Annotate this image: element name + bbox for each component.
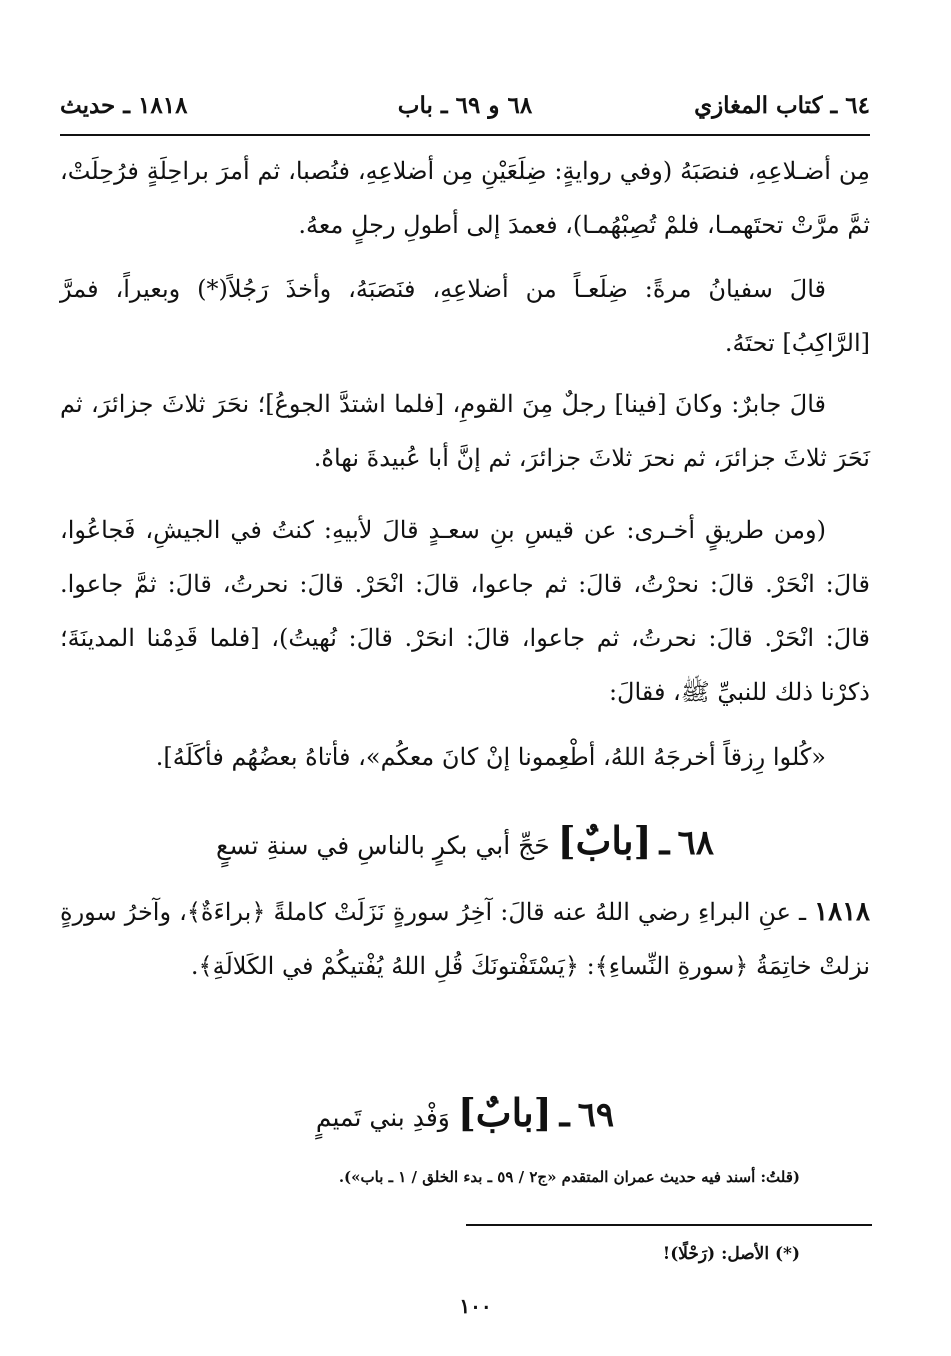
paragraph-3: قالَ جابرٌ: وكانَ [فينا] رجلٌ مِنَ القومِ، [فلما اشتدَّ الجوعُ]؛ نحَرَ ثلاثَ جزائرَ، ثم نَحَرَ ثلاثَ جزائرَ، ثم نحرَ ثلاثَ جزائرَ، ثم إنَّ أبا عُبيدةَ نهاهُ. bbox=[60, 390, 870, 472]
header-divider bbox=[60, 134, 870, 136]
hadith-text: ـ عنِ البراءِ رضي اللهُ عنه قالَ: آخِرُ سورةٍ نَزَلَتْ كاملةً ﴿براءَةٌ﴾، وآخرُ سورةٍ نزلتْ خاتِمَةُ ﴿سورةِ النِّساءِ﴾: ﴿يَسْتَفْتونَكَ قُلِ اللهُ يُفْتيكُمْ في الكَلالَةِ﴾. bbox=[60, 898, 870, 980]
header-hadith-number: ١٨١٨ ـ حديث bbox=[60, 92, 188, 119]
chapter-title: وَفْدِ بني تَميمٍ bbox=[315, 1103, 450, 1132]
paragraph-4: (ومن طريقٍ أخـرى: عن قيسِ بنِ سعـدٍ قالَ لأبيهِ: كنتُ في الجيشِ، فَجاعُوا، قالَ: انْحَرْ. قالَ: نحرْتُ، قالَ: ثم جاعوا، قالَ: انْحَرْ. قالَ: نحرتُ، قالَ: ثمَّ جاعوا. قالَ: انْحَرْ. قالَ: نحرتُ، ثم جاعوا، قالَ: انحَرْ. قالَ: نُهيتُ)، [فلما قَدِمْنا المدينَةَ؛ ذكرْنا ذلك للنبيِّ ﷺ، فقالَ: bbox=[60, 516, 870, 706]
chapter-heading-69 bbox=[60, 1090, 870, 1135]
chapter-title: حَجِّ أبي بكرٍ بالناسِ في سنةِ تسعٍ bbox=[216, 831, 550, 860]
footnote: (*) الأصل: (رَحْلًا)! bbox=[662, 1244, 800, 1264]
chapter-bab-label: [بابٌ] bbox=[557, 818, 652, 863]
paragraph-5: «كُلوا رِزقاً أخرجَهُ اللهُ، أطْعِمونا إنْ كانَ معكُم»، فأتاهُ بعضُهُم فأكَلَهُ]. bbox=[155, 743, 826, 771]
running-header bbox=[60, 92, 870, 132]
chapter-dash: ـ bbox=[559, 1095, 570, 1135]
footnote-divider bbox=[466, 1224, 872, 1226]
paragraph-1: مِن أضـلاعِهِ، فنصَبَهُ (وفي روايةٍ: ضِلَعَيْنِ مِن أضلاعِهِ، فنُصبا، ثم أمرَ براحِلَةٍ فرُحِلَتْ، ثمَّ مرَّتْ تحتَهمـا، فلمْ تُصِبْهُمـا)، فعمدَ إلى أطولِ رجلٍ معهُ. bbox=[60, 157, 870, 239]
chapter-number: ٦٨ bbox=[677, 823, 714, 863]
page-number: ١٠٠ bbox=[459, 1294, 492, 1318]
header-chapter-range: ٦٨ و ٦٩ ـ باب bbox=[397, 92, 533, 119]
chapter-number: ٦٩ bbox=[577, 1095, 615, 1135]
hadith-1818 bbox=[60, 885, 870, 993]
editor-note: (قلتُ: أسند فيه حديث عمران المتقدم «ج٢ / ٥٩ ـ بدء الخلق / ١ ـ باب»). bbox=[338, 1168, 800, 1186]
chapter-dash: ـ bbox=[659, 823, 670, 863]
hadith-number: ١٨١٨ bbox=[814, 897, 870, 927]
chapter-heading-68 bbox=[60, 818, 870, 863]
paragraph-2: قالَ سفيانُ مرةً: ضِلَعـاً من أضلاعِهِ، فنَصَبَهُ، وأخذَ رَجُلاً(*) وبعيراً، فمرَّ [الرَّاكِبُ] تحتَهُ. bbox=[60, 275, 870, 357]
header-book-title: ٦٤ ـ كتاب المغازي bbox=[694, 92, 870, 119]
chapter-bab-label: [بابٌ] bbox=[457, 1090, 552, 1135]
